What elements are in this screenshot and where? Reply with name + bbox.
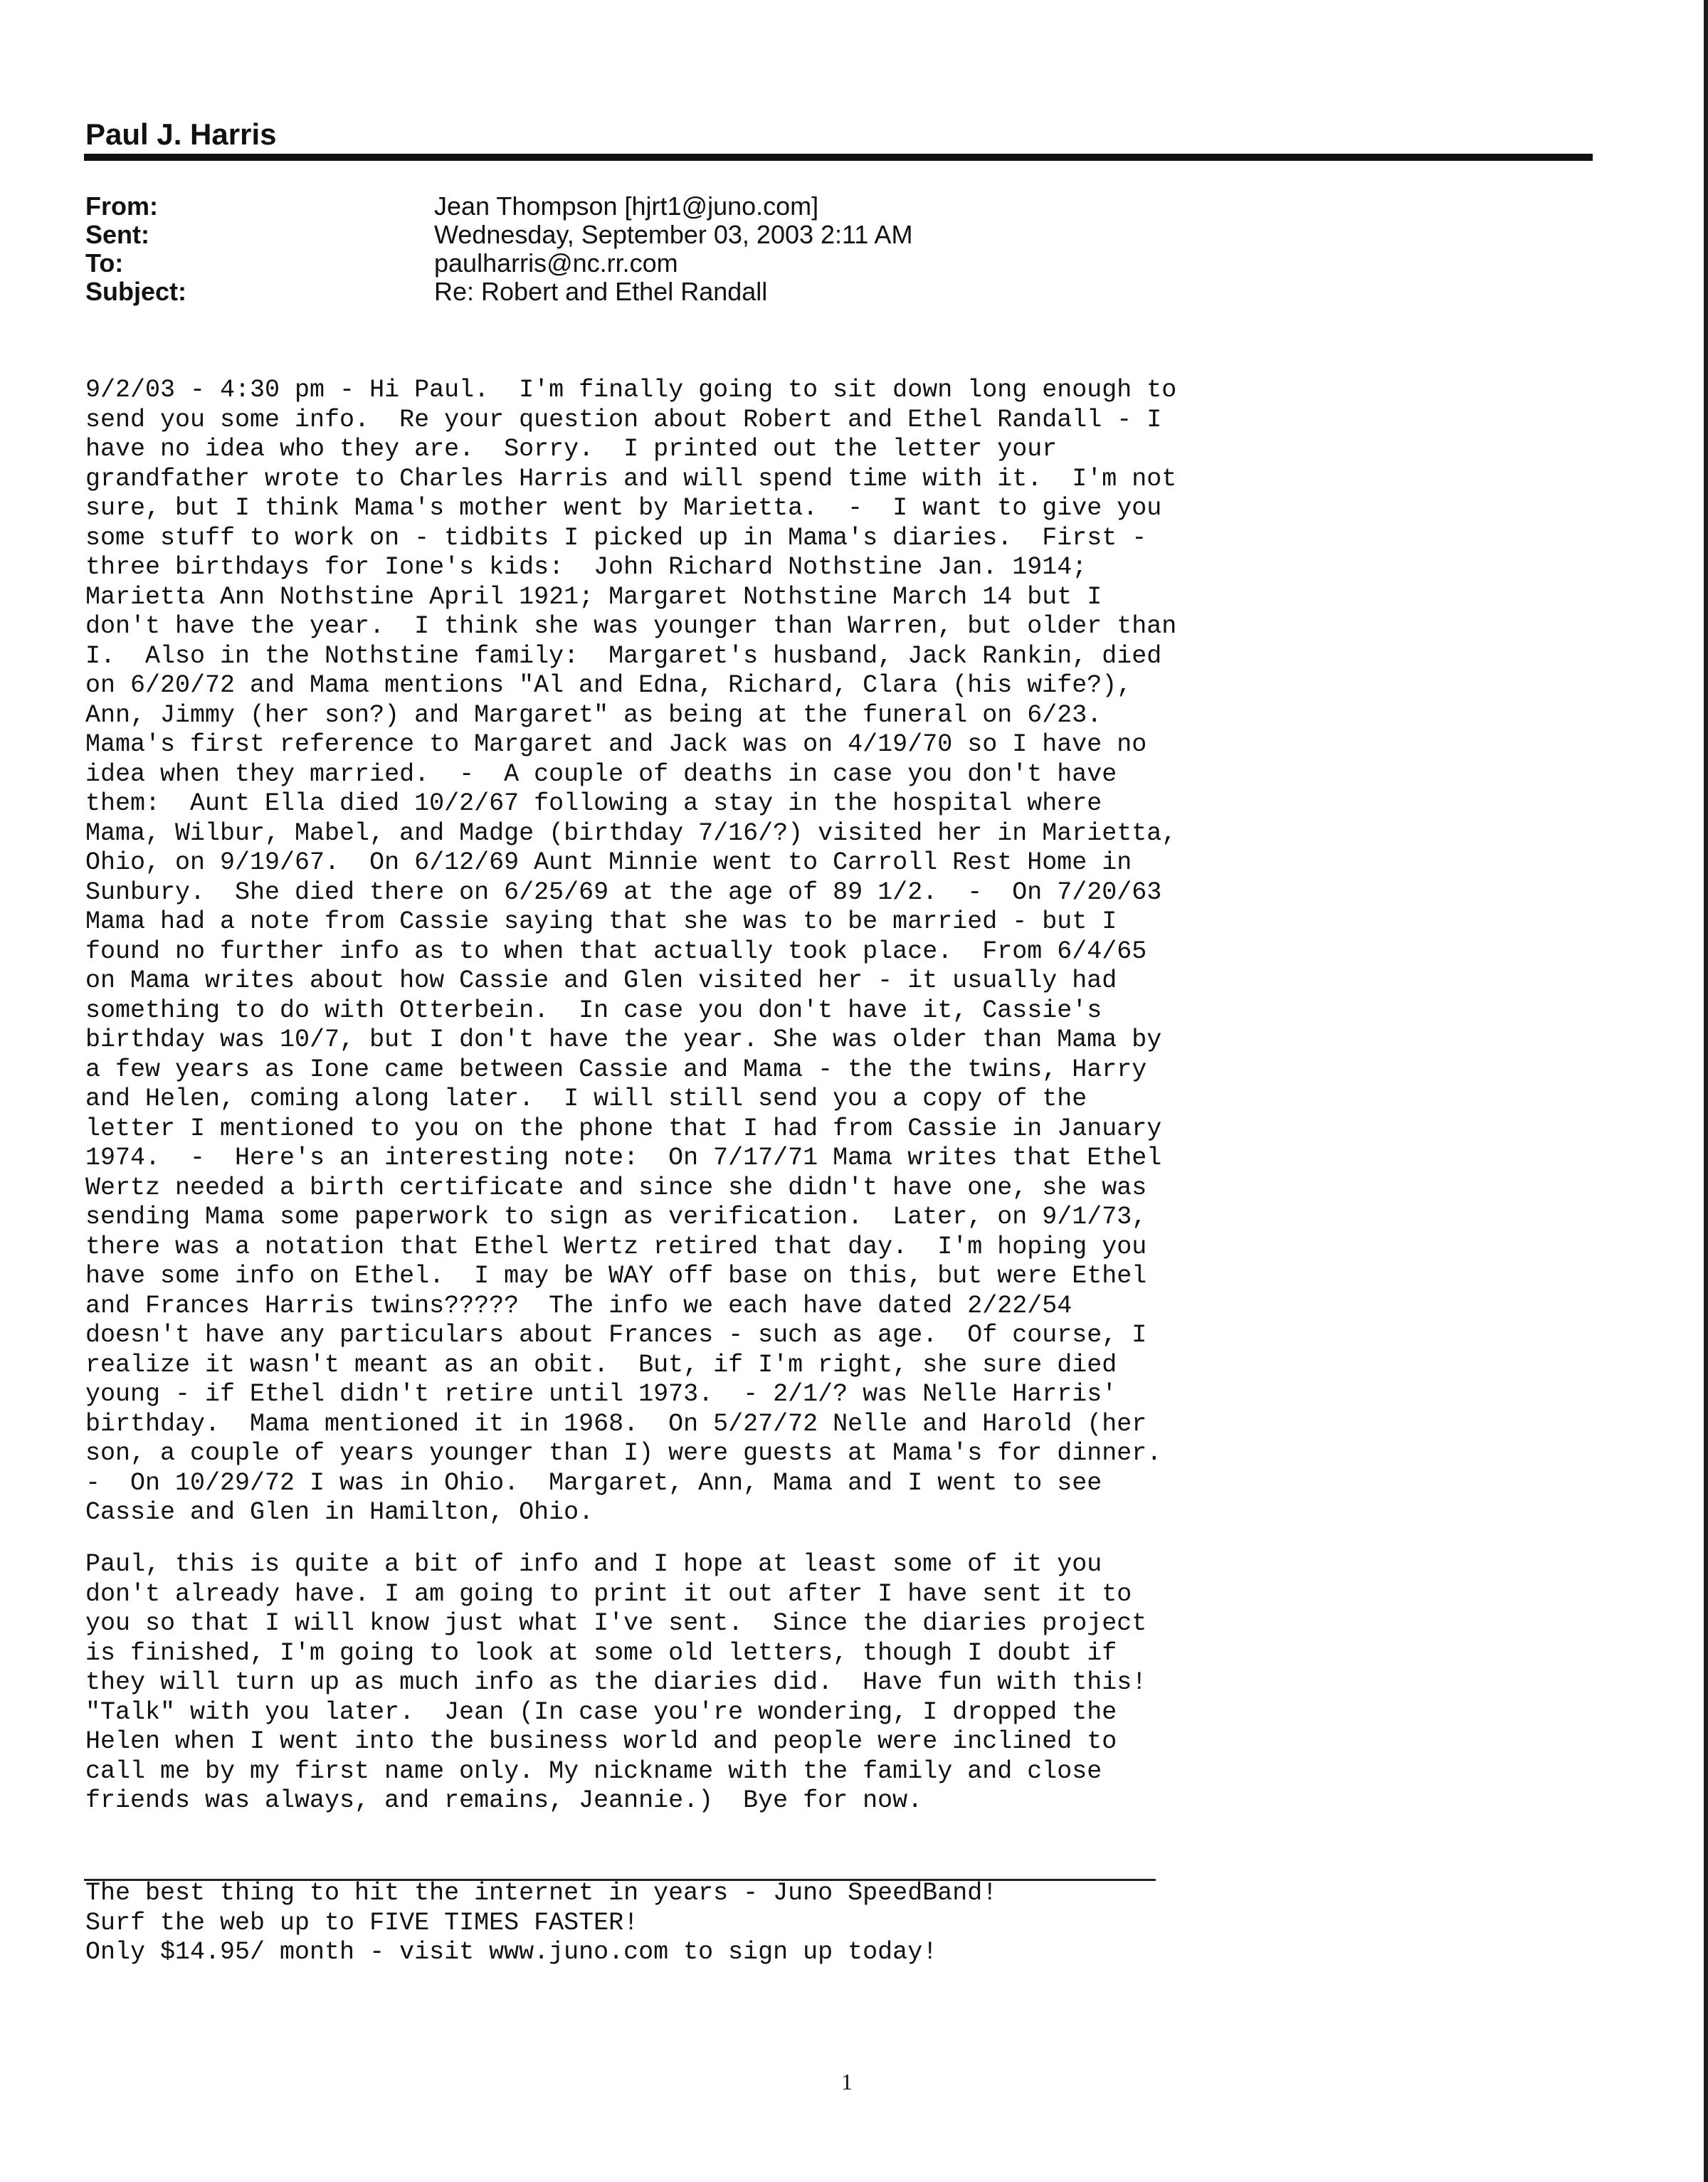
email-signature-ad: The best thing to hit the internet in years - Juno SpeedBand! Surf the web up to FIVE TIMES FASTER! Only $14.95/ month - visit www.juno.com to sign up today!: [85, 1879, 998, 1966]
sent-label: Sent:: [85, 220, 149, 249]
email-body-paragraph-2: Paul, this is quite a bit of info and I hope at least some of it you don't already have. I am going to print it out after I have sent it to you so that I will know just what I've sent. Since the diaries project is finished, I'm going to look at some old letters, though I doubt if they will turn up as much info as the diaries did. Have fun with this! "Talk" with you later. Jean (In case you're wondering, I dropped the Helen when I went into the business world and people were inclined to call me by my first name only. My nickname with the family and close friends was always, and remains, Jeannie.) Bye for now.: [85, 1550, 1147, 1815]
sent-value: Wednesday, September 03, 2003 2:11 AM: [434, 220, 913, 249]
email-body-paragraph-1: 9/2/03 - 4:30 pm - Hi Paul. I'm finally going to sit down long enough to send you some info. Re your question about Robert and Ethel Randall - I have no idea who they are. Sorry. I printed out the letter your grandfather wrote to Charles Harris and will spend time with it. I'm not sure, but I think Mama's mother went by Marietta. - I want to give you some stuff to work on - tidbits I picked up in Mama's diaries. First - three birthdays for Ione's kids: John Richard Nothstine Jan. 1914; Marietta Ann Nothstine April 1921; Margaret Nothstine March 14 but I don't have the year. I think she was younger than Warren, but older than I. Also in the Nothstine family: Margaret's husband, Jack Rankin, died on 6/20/72 and Mama mentions "Al and Edna, Richard, Clara (his wife?), Ann, Jimmy (her son?) and Margaret" as being at the funeral on 6/23. Mama's first reference to Margaret and Jack was on 4/19/70 so I have no idea when they married. - A couple of deaths in case you don't have them: Aunt Ella died 10/2/67 following a stay in the hospital where Mama, Wilbur, Mabel, and Madge (birthday 7/16/?) visited her in Marietta, Ohio, on 9/19/67. On 6/12/69 Aunt Minnie went to Carroll Rest Home in Sunbury. She died there on 6/25/69 at the age of 89 1/2. - On 7/20/63 Mama had a note from Cassie saying that she was to be married - but I found no further info as to when that actually took place. From 6/4/65 on Mama writes about how Cassie and Glen visited her - it usually had something to do with Otterbein. In case you don't have it, Cassie's birthday was 10/7, but I don't have the year. She was older than Mama by a few years as Ione came between Cassie and Mama - the the twins, Harry and Helen, coming along later. I will still send you a copy of the letter I mentioned to you on the phone that I had from Cassie in January 1974. - Here's an interesting note: On 7/17/71 Mama writes that Ethel Wertz needed a birth certificate and since she didn't have one, she was sending Mama some paperwork to sign as verification. Later, on 9/1/73, there was a notation that Ethel Wertz retired that day. I'm hoping you have some info on Ethel. I may be WAY off base on this, but were Ethel and Frances Harris twins????? The info we each have dated 2/22/54 doesn't have any particulars about Frances - such as age. Of course, I realize it wasn't meant as an obit. But, if I'm right, she sure died young - if Ethel didn't retire until 1973. - 2/1/? was Nelle Harris' birthday. Mama mentioned it in 1968. On 5/27/72 Nelle and Harold (her son, a couple of years younger than I) were guests at Mama's for dinner. - On 10/29/72 I was in Ohio. Margaret, Ann, Mama and I went to see Cassie and Glen in Hamilton, Ohio.: [85, 376, 1177, 1527]
from-label: From:: [85, 191, 158, 221]
to-label: To:: [85, 248, 124, 278]
subject-value: Re: Robert and Ethel Randall: [434, 277, 768, 306]
mailbox-owner-name: Paul J. Harris: [85, 117, 277, 151]
from-value: Jean Thompson [hjrt1@juno.com]: [434, 191, 819, 221]
subject-label: Subject:: [85, 277, 187, 306]
to-value: paulharris@nc.rr.com: [434, 248, 678, 278]
page-edge: [1704, 0, 1708, 2182]
page-number: 1: [841, 2069, 853, 2094]
header-divider: [84, 154, 1593, 161]
